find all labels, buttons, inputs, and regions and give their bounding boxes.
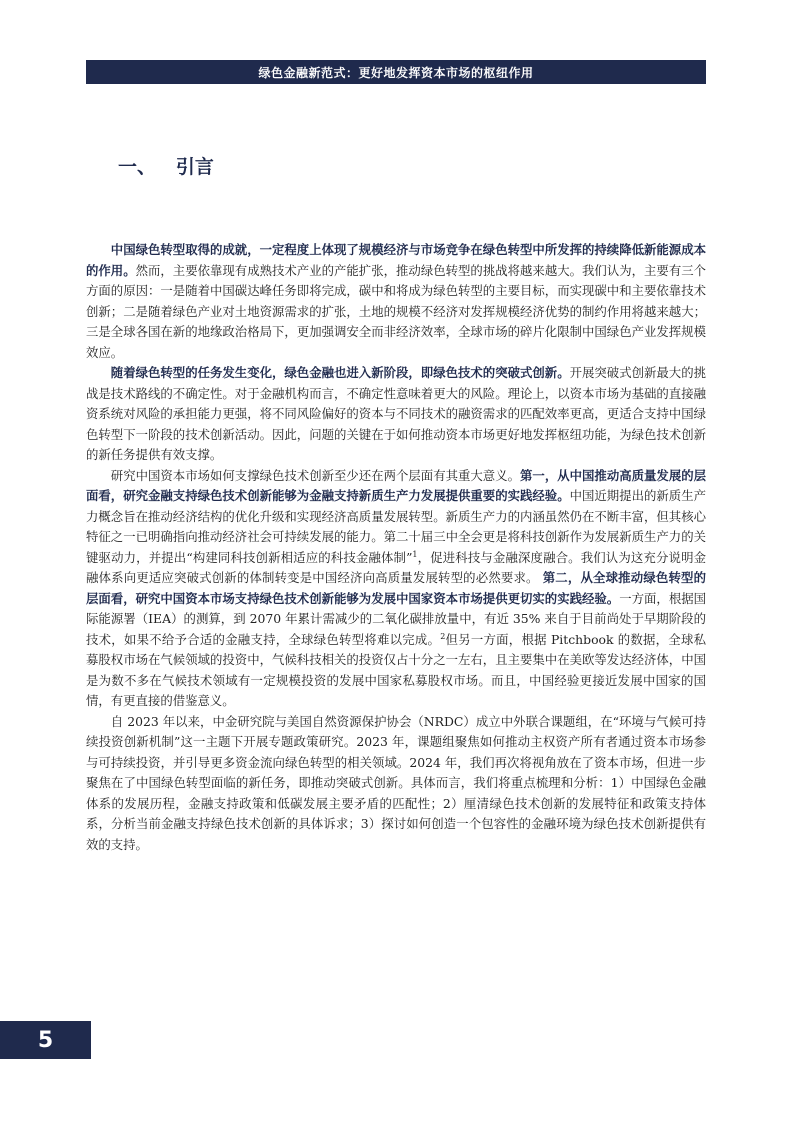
paragraph-text: 但另一方面，根据 Pitchbook 的数据，全球私募股权市场在气候领域的投资中，气候科技相关的投资仅占十分之一左右，且主要集中在美欧等发达经济体，中国是为数不多在气候技术领域有一定规模投资的发展中国家私募股权市场。而且，中国经验更接近发展中国家的国情，有更直接的借鉴意义。 — [86, 631, 707, 708]
emphasis-text: 中国绿色转型取得的成就，一定程度上体现了规模经济与市场竞争在绿色转型中所发挥的持续降低新能源成本的作用。 — [86, 242, 706, 278]
paragraph-text: 自 2023 年以来，中金研究院与美国自然资源保护协会（NRDC）成立中外联合课题组，在“环境与气候可持续投资创新机制”这一主题下开展专题政策研究。2023 年，课题组聚焦如何推动主权资产所有者通过资本市场参与可持续投资，并引导更多资金流向绿色转型的相关领域。2024 年，我们再次将视角放在了资本市场，但进一步聚焦在了中国绿色转型面临的新任务，即推动突破式创新。具体而言，我们将重点梳理和分析：1）中国绿色金融体系的发展历程，金融支持政策和低碳发展主要矛盾的匹配性；2）厘清绿色技术创新的发展特征和政策支持体系，分析当前金融支持绿色技术创新的具体诉求；3）探讨如何创造一个包容性的金融环境为绿色技术创新提供有效的支持。 — [86, 713, 706, 852]
page-number: 5 — [37, 1027, 54, 1053]
paragraph-text: 研究中国资本市场如何支撑绿色技术创新至少还在两个层面有其重大意义。 — [110, 467, 521, 483]
paragraph-text: 中国近期提出的新质生产力概念旨在推动经济结构的优化升级和实现经济高质量发展转型。新质生产力的内涵虽然仍在不断丰富，但其核心特征之一已明确指向推动经济社会可持续发展的能力。第二十届三中全会更是将科技创新作为发展新质生产力的关键驱动力，并提出“构建同科技创新相适应的科技金融体制” — [86, 488, 707, 565]
paragraph — [86, 363, 706, 466]
paragraph-text: ，促进科技与金融深度融合。我们认为这充分说明金融体系向更适应突破式创新的体制转变是中国经济向高质量发展转型的必然要求。 — [86, 549, 706, 585]
paragraph-text: 然而，主要依靠现有成熟技术产业的产能扩张，推动绿色转型的挑战将越来越大。我们认为，主要有三个方面的原因：一是随着中国碳达峰任务即将完成，碳中和将成为绿色转型的主要目标，而实现碳中和主要依靠技术创新；二是随着绿色产业对土地资源需求的扩张，土地的规模不经济对发挥规模经济优势的制约作用将越来越大；三是全球各国在新的地缘政治格局下，更加强调安全而非经济效率，全球市场的碎片化限制中国绿色产业发挥规模效应。 — [86, 262, 707, 360]
page-number-box — [0, 1021, 91, 1059]
footnote-ref: 2 — [440, 631, 446, 641]
section-title: 一、 引言 — [118, 156, 214, 178]
paragraph-text: 开展突破式创新最大的挑战是技术路线的不确定性。对于金融机构而言，不确定性意味着更大的风险。理论上，以资本市场为基础的直接融资系统对风险的承担能力更强，将不同风险偏好的资本与不同技术的融资需求的匹配效率更高，更适合支持中国绿色转型下一阶段的技术创新活动。因此，问题的关键在于如何推动资本市场更好地发挥枢纽功能，为绿色技术创新的新任务提供有效支撑。 — [86, 365, 707, 462]
emphasis-text: 第二，从全球推动绿色转型的层面看，研究中国资本市场支持绿色技术创新能够为发展中国家资本市场提供更切实的实践经验。 — [86, 570, 706, 606]
paragraph — [86, 240, 706, 363]
running-header — [86, 60, 706, 84]
emphasis-text: 随着绿色转型的任务发生变化，绿色金融也进入新阶段，即绿色技术的突破式创新。 — [110, 365, 570, 380]
emphasis-text: 第一，从中国推动高质量发展的层面看，研究金融支持绿色技术创新能够为金融支持新质生产力发展提供重要的实践经验。 — [86, 467, 707, 503]
running-header-title: 绿色金融新范式：更好地发挥资本市场的枢纽作用 — [258, 65, 534, 80]
paragraph-text: 一方面，根据国际能源署（IEA）的测算，到 2070 年累计需减少的二氧化碳排放量中，有近 35% 来自于目前尚处于早期阶段的技术，如果不给予合适的金融支持，全球绿色转型将难以完成。 — [86, 590, 707, 647]
footnote-ref: 1 — [412, 549, 418, 559]
body-text — [86, 240, 706, 855]
paragraph — [86, 466, 706, 712]
paragraph — [86, 712, 706, 856]
